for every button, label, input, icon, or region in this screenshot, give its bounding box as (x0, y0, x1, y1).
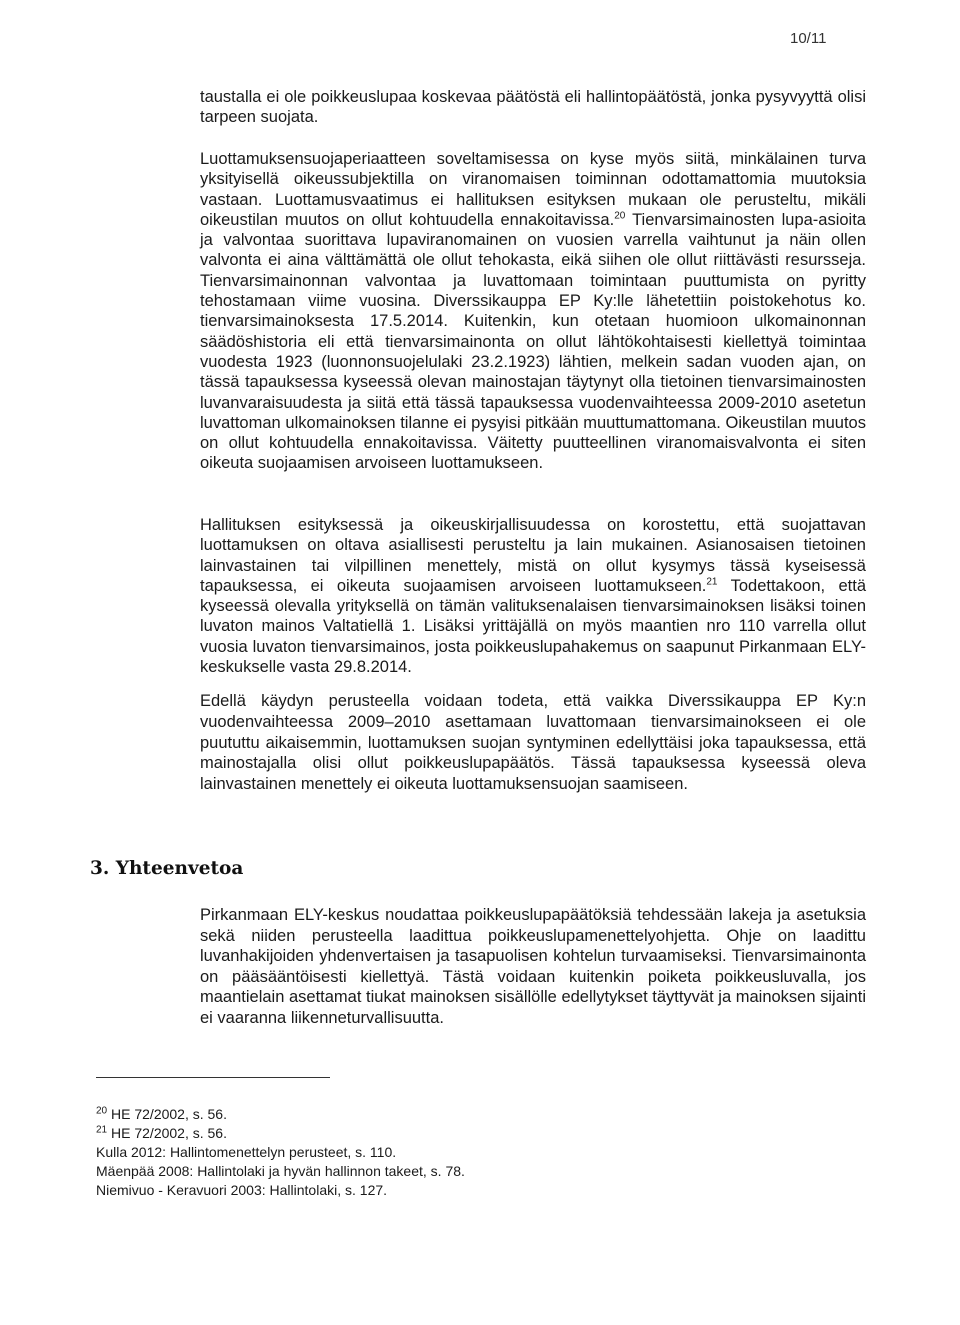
footnote-text: Mäenpää 2008: Hallintolaki ja hyvän hallinnon takeet, s. 78. (96, 1163, 465, 1179)
footnotes (96, 1105, 465, 1200)
footnote-item (96, 1124, 465, 1143)
body-paragraph-1: taustalla ei ole poikkeuslupaa koskevaa päätöstä eli hallintopäätöstä, jonka pysyvyyttä olisi tarpeen suojata. (200, 88, 866, 127)
footnote-reference-21: 21 (706, 576, 718, 588)
page-number: 10/11 (790, 30, 827, 47)
body-paragraph-3 (200, 515, 866, 677)
footnote-number: 21 (96, 1124, 108, 1136)
body-paragraph-4: Edellä käydyn perusteella voidaan todeta, että vaikka Diverssikauppa EP Ky:n vuodenvaihteessa 2009–2010 asettamaan luvattomaan tienvarsimainokseen ei ole puututtu aikaisemmin, luottamuksen suojan syntyminen edellyttäisi joka tapauksessa, että mainostajalla olisi ollut poikkeuslupapäätös. Tässä tapauksessa kyseessä oleva lainvastainen menettely ei oikeuta luottamuksensuojan saamiseen. (200, 692, 866, 794)
footnote-item (96, 1105, 465, 1124)
paragraph-text: Tienvarsimainosten lupa-asioita ja valvontaa suorittava lupaviranomainen on vuosien varrella vaihtunut ja näin ollen valvonta ei aina välttämättä ole ollut tehokasta, eikä siihen ole ollut riittävästi resursseja. Tienvarsimainonnan valvontaa ja luvattomaan toimintaan puuttumista on pyritty tehostamaan viime vuosina. Diverssikauppa EP Ky:lle lähetettiin poistokehotus ko. tienvarsimainoksesta 17.5.2014. Kuitenkin, kun otetaan huomioon ulkomainonnan säädöshistoria eli että tienvarsimainonta on ollut lähtökohtaisesti kiellettyä toimintaa vuodesta 1923 (luonnonsuojelulaki 23.2.1923) lähtien, melkein sadan vuoden ajan, on tässä tapauksessa kyseessä olevan mainostajan täytynyt olla tietoinen tienvarsimainosten luvanvaraisuudesta ja siitä että tässä tapauksessa vuodenvaihteessa 2009-2010 asetetun luvattoman ulkomainoksen tilanne ei pysyisi pitkään muuttumattomana. Oikeustilan muutos on ollut kohtuudella ennakoitavissa. Väitetty puutteellinen viranomaisvalvonta ei siten oikeuta suojaamisen arvoiseen luottamukseen. (200, 210, 866, 473)
section-heading: 3. Yhteenvetoa (90, 858, 244, 879)
paragraph-text: Luottamuksensuojaperiaatteen soveltamisessa on kyse myös siitä, minkälainen turva yksityisellä oikeussubjektilla on viranomaisen toiminnan odottamattomia muutoksia vastaan. Luottamusvaatimus ei hallituksen esityksen mukaan ole perusteltu, mikäli oikeustilan muutos on ollut kohtuudella ennakoitavissa. (200, 150, 866, 229)
body-paragraph-5: Pirkanmaan ELY-keskus noudattaa poikkeuslupapäätöksiä tehdessään lakeja ja asetuksia sekä niiden perusteella laadittua poikkeuslupamenettelyohjetta. Ohje on laadittu luvanhakijoiden yhdenvertaisen ja tasapuolisen kohtelun turvaamiseksi. Tienvarsimainonta on pääsääntöisesti kiellettyä. Tästä voidaan kuitenkin poiketa poikkeusluvalla, jos maantielain asettamat tiukat mainoksen sisällölle edellytykset täyttyvät ja mainoksen sijainti ei vaaranna liikenneturvallisuutta. (200, 906, 866, 1027)
footnote-text: HE 72/2002, s. 56. (107, 1125, 227, 1141)
body-paragraph-2 (200, 149, 866, 474)
footnote-number: 20 (96, 1105, 108, 1117)
paragraph-text: Todettakoon, että kyseessä olevalla yrityksellä on tämän valituksenalaisen tienvarsimainoksen lisäksi toinen luvaton mainos Valtatiellä 1. Lisäksi yrittäjällä on myös maantien nro 110 varrella ollut vuosia luvaton tienvarsimainos, josta poikkeuslupahakemus on saapunut Pirkanmaan ELY-keskukselle vasta 29.8.2014. (200, 576, 866, 677)
footnote-item (96, 1162, 465, 1181)
footnote-text: Niemivuo - Keravuori 2003: Hallintolaki, s. 127. (96, 1182, 388, 1198)
footnote-item (96, 1143, 465, 1162)
footnote-text: Kulla 2012: Hallintomenettelyn perusteet, s. 110. (96, 1144, 397, 1160)
footnote-text: HE 72/2002, s. 56. (107, 1106, 227, 1122)
paragraph-text: Hallituksen esityksessä ja oikeuskirjallisuudessa on korostettu, että suojattavan luottamuksen on oltava asiallisesti perusteltu ja lain mukainen. Asianosaisen tietoinen lainvastainen tai vilpillinen menettely, mistä on ollut kysymys tässä kyseisessä tapauksessa, ei oikeuta suojaamisen arvoiseen luottamukseen. (200, 516, 866, 595)
footnote-divider (96, 1077, 330, 1078)
footnote-item (96, 1181, 465, 1200)
footnote-reference-20: 20 (614, 210, 626, 222)
